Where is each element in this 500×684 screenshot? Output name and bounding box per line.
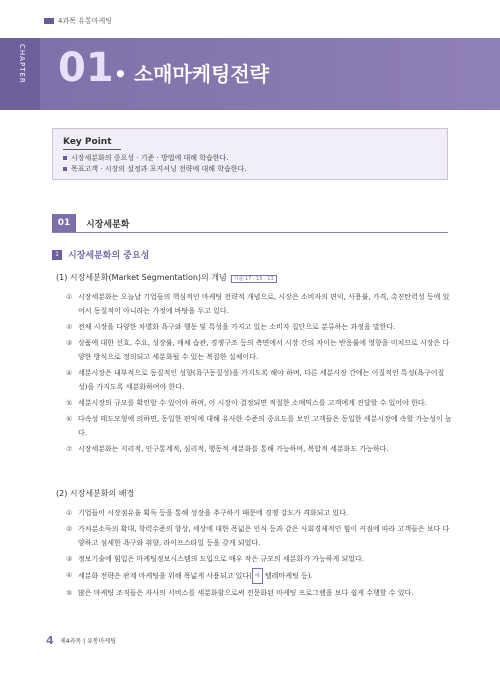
list-item: ② 가처분소득의 확대, 학력수준의 향상, 세상에 대한 폭넓은 인식 등과 같은 사회경제적인 힘이 커짐에 따라 고객들은 보다 다양하고 섬세한 욕구와 취향, 라이프스타일 등을 갖게 되었다.	[66, 525, 450, 547]
key-point-item: 목표고객 · 시장의 설정과 포지셔닝 전략에 대해 학습한다.	[63, 164, 437, 175]
bullet-square-icon	[63, 167, 67, 171]
list-item: ⑦ 시장세분화는 지리적, 인구통계적, 심리적, 행동적 세분화를 통해 가능하며, 복합적 세분화도 가능하다.	[66, 445, 389, 453]
part2-heading: (2) 시장세분화의 배경	[56, 489, 135, 498]
subsection-number: 1	[52, 250, 62, 260]
list-item: ① 기업들이 시장점유율 획득 등을 통해 성장을 추구하기 때문에 경쟁 강도가 격화되고 있다.	[66, 509, 349, 517]
section-header	[52, 214, 448, 233]
section-title: 시장세분화	[86, 220, 130, 230]
list-item: ③ 상품에 대한 선호, 수요, 성장률, 매체 습관, 경쟁구조 등의 측면에서 시장 간의 차이는 반응률에 영향을 미치므로 시장은 다양한 방식으로 정의되고 세분화될 수 있는 복잡한 실체이다.	[66, 339, 450, 361]
footer-label: 제4과목 | 유통마케팅	[60, 638, 117, 645]
part2-list	[66, 506, 452, 602]
page-number: 4	[46, 634, 54, 647]
list-item: ⑥ 다속성 태도모형에 의하면, 동일한 편익에 대해 유사한 수준의 중요도를 보인 고객들은 동일한 세분시장에 속할 가능성이 높다.	[66, 415, 452, 437]
chapter-number: 01	[58, 45, 114, 91]
list-item: ④ 세분화 전략은 관계 마케팅을 위해 폭넓게 사용되고 있다( 예 텔레마케팅 등).	[66, 568, 452, 584]
key-point-box	[52, 128, 448, 180]
chapter-vertical-label: CHAPTER	[18, 44, 26, 84]
top-label-mark	[44, 18, 54, 24]
exam-tag: 기출 17 · 15 · 13	[231, 275, 277, 283]
section-number: 01	[52, 214, 76, 232]
chapter-title: • 소매마케팅전략	[114, 62, 269, 86]
list-item: ② 전체 시장을 다양한 차별화 욕구와 행동 및 특성을 가지고 있는 소비자 집단으로 분류하는 과정을 말한다.	[66, 323, 396, 331]
list-item: ⑤ 많은 마케팅 조직들은 자사의 서비스를 세분화함으로써 전문화된 마케팅 프로그램을 보다 쉽게 수행할 수 있다.	[66, 589, 414, 597]
list-item: ① 시장세분화는 오늘날 기업들의 핵심적인 마케팅 전략적 개념으로, 시장은 소비자의 편익, 사용률, 가격, 촉진탄력성 등에 있어서 동질적이 아니라는 가정에 바탕을 두고 있다.	[66, 293, 450, 315]
subsection-title: 시장세분화의 중요성	[68, 251, 150, 261]
part1-list	[66, 290, 452, 458]
key-point-item: 시장세분화의 중요성 · 기준 · 방법에 대해 학습한다.	[63, 153, 437, 164]
key-point-title: Key Point	[63, 137, 437, 150]
part1-heading: (1) 시장세분화(Market Segmentation)의 개념 기출 17 · 15 · 13	[56, 272, 277, 283]
list-item: ④ 세분시장은 내부적으로 동질적인 성향(욕구동질성)을 가지도록 해야 하며, 다른 세분시장 간에는 이질적인 특성(욕구이질성)을 가지도록 세분화하여야 한다.	[66, 369, 445, 391]
bullet-square-icon	[63, 156, 67, 160]
list-item: ⑤ 세분시장의 규모를 확인할 수 있어야 하며, 이 시장이 결정되면 적절한 소매믹스를 고객에게 전달할 수 있어야 한다.	[66, 399, 427, 407]
list-item: ③ 정보기술에 힘입은 마케팅정보시스템의 도입으로 매우 작은 규모의 세분화가 가능하게 되었다.	[66, 555, 364, 563]
example-tag: 예	[252, 568, 263, 584]
top-label: 4과목 유통마케팅	[58, 16, 112, 26]
